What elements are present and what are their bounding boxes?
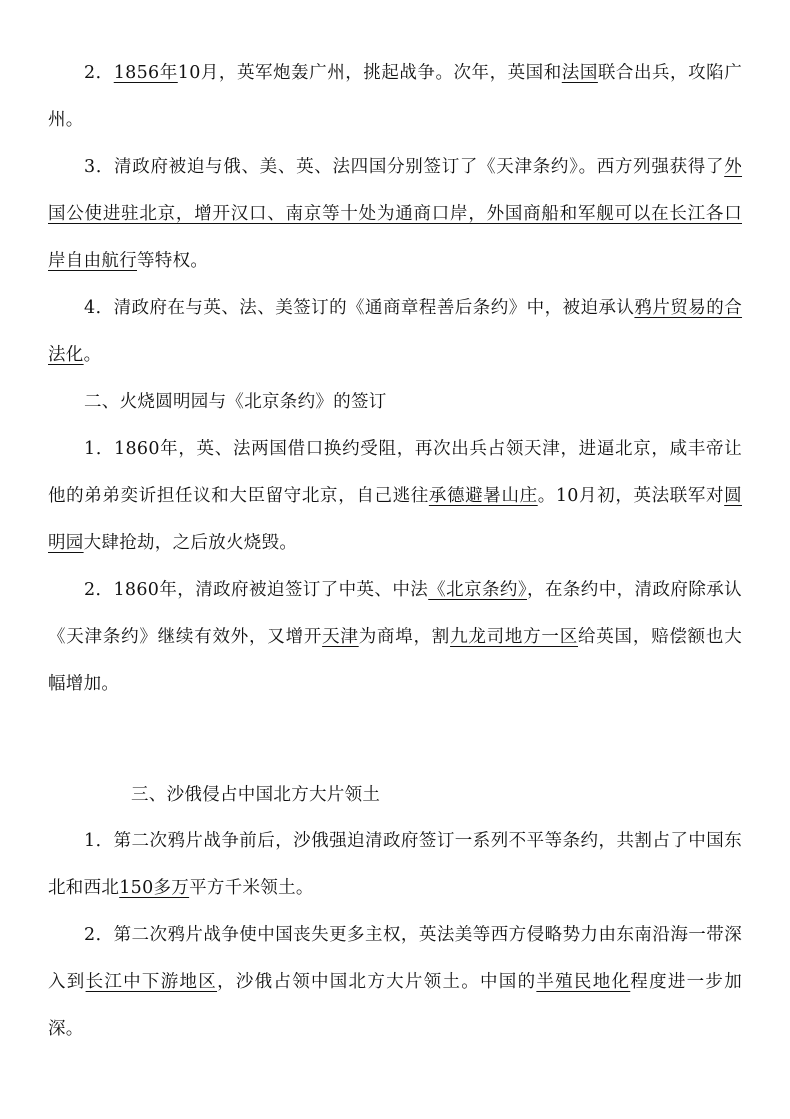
text-segment: 10月，英军炮轰广州，挑起战争。次年，英国和 [177, 63, 562, 83]
underlined-kowloon: 九龙司地方一区 [450, 627, 578, 647]
text-segment: 。10月初，英法联军对 [537, 486, 725, 506]
section-heading-2: 二、火烧圆明园与《北京条约》的签订 [84, 392, 387, 412]
paragraph-2-beijing-treaty [48, 567, 742, 708]
item-number: 1． [84, 831, 114, 851]
underlined-semi-colonization: 半殖民地化 [536, 972, 631, 992]
item-number: 2． [84, 63, 114, 83]
underlined-tianjin: 天津 [322, 627, 359, 647]
text-segment: 第二次鸦片战争使中国丧失更多主权，英法美等西方侵略势力由东南沿海一带深入到 [48, 925, 743, 992]
item-number: 4． [84, 298, 114, 318]
text-segment: ，沙俄占领中国北方大片领土。中国的 [217, 972, 537, 992]
text-segment: 。 [83, 345, 102, 365]
text-segment: 1860年，英、法两国借口换约受阻，再次出兵占领天津，进逼北京，咸丰帝让他的弟弟奕䜣担任议和大臣留守北京，自己逃往 [48, 439, 742, 506]
text-segment: 1860年，清政府被迫签订了中英、中法 [113, 580, 429, 600]
text-segment: 平方千米领土。 [189, 878, 314, 898]
underlined-france: 法国 [561, 63, 598, 83]
text-segment: 为商埠，割 [358, 627, 451, 647]
text-segment: 清政府被迫与俄、美、英、法四国分别签订了《天津条约》。西方列强获得了 [114, 157, 725, 177]
text-segment: 第二次鸦片战争前后，沙俄强迫清政府签订一系列不平等条约，共割占了中国东北和西北 [48, 831, 743, 898]
paragraph-2-war-consequences [48, 912, 742, 1053]
item-number: 1． [84, 439, 115, 459]
text-segment: 给英国，赔偿额也大幅增加。 [48, 627, 742, 694]
item-number: 3． [84, 157, 115, 177]
paragraph-1-russia-territory [48, 818, 742, 912]
underlined-yuanmingyuan: 圆明园 [48, 486, 742, 553]
text-segment: 大肆抢劫，之后放火烧毁。 [83, 533, 298, 553]
text-segment: ，在条约中，清政府除承认《天津条约》继续有效外，又增开 [48, 580, 742, 647]
underlined-yangtze-region: 长江中下游地区 [85, 972, 218, 992]
item-number: 2． [84, 925, 114, 945]
text-segment: 等特权。 [137, 251, 209, 271]
underlined-beijing-treaty: 《北京条约》 [428, 580, 528, 600]
text-segment: 程度进一步加深。 [48, 972, 742, 1039]
underlined-opium-trade: 鸦片贸易的合法化 [48, 298, 743, 365]
paragraph-3-tianjin-treaty [48, 144, 742, 285]
paragraph-1-old-summer-palace [48, 426, 742, 567]
item-number: 2． [84, 580, 114, 600]
paragraph-2-1856-war [48, 50, 742, 144]
text-segment: 联合出兵，攻陷广州。 [48, 63, 742, 130]
underlined-area-figure: 150多万 [119, 878, 190, 898]
underlined-privileges: 外国公使进驻北京，增开汉口、南京等十处为通商口岸，外国商船和军舰可以在长江各口岸自由航行 [48, 157, 743, 271]
paragraph-4-opium-legalization [48, 285, 742, 379]
underlined-chengde-resort: 承德避暑山庄 [428, 486, 538, 506]
text-segment: 清政府在与英、法、美签订的《通商章程善后条约》中，被迫承认 [113, 298, 635, 318]
underlined-year-1856: 1856年 [113, 63, 178, 83]
section-heading-3: 三、沙俄侵占中国北方大片领土 [131, 785, 381, 805]
